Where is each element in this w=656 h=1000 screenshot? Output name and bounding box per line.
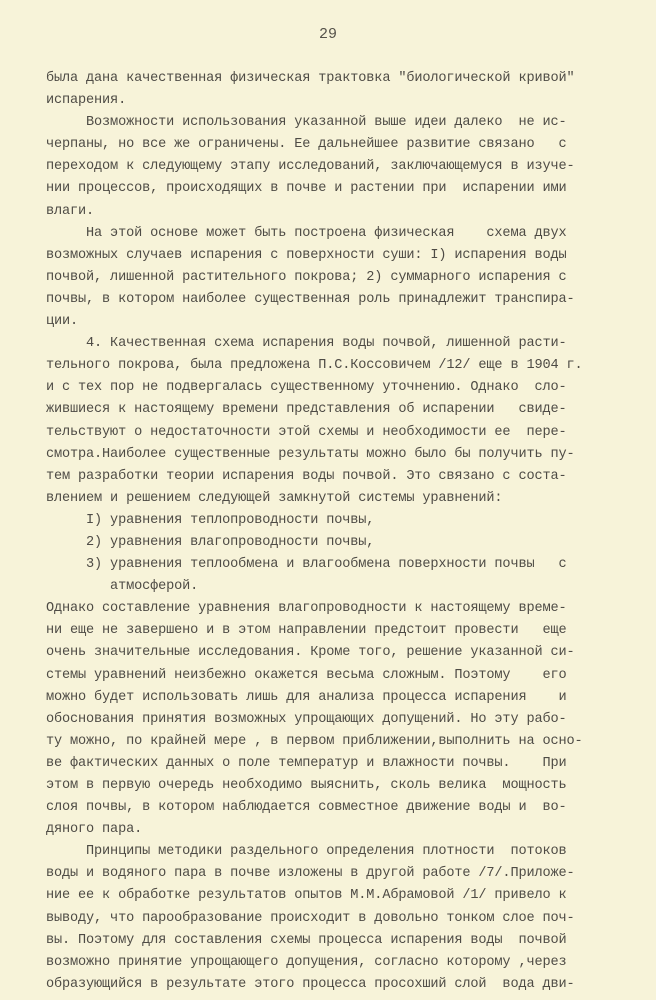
- text-line: воды и водяного пара в почве изложены в другой работе /7/.Приложе-: [46, 866, 575, 882]
- text-line: образующийся в результате этого процесса просохший слой вода дви-: [46, 976, 575, 992]
- text-line: черпаны, но все же ограничены. Ее дальнейшее развитие связано с: [46, 137, 567, 153]
- text-line: ве фактических данных о поле температур и влажности почвы. При: [46, 755, 567, 771]
- text-line: На этой основе может быть построена физическая схема двух: [46, 225, 567, 241]
- list-item: атмосферой.: [46, 579, 199, 595]
- text-line: ции.: [46, 314, 79, 330]
- text-line: очень значительные исследования. Кроме того, решение указанной си-: [46, 645, 575, 661]
- list-item: 2) уравнения влагопроводности почвы,: [46, 534, 375, 550]
- text-line: Однако составление уравнения влагопроводности к настоящему време-: [46, 601, 567, 617]
- text-line: влением и решением следующей замкнутой системы уравнений:: [46, 490, 503, 506]
- text-line: ни еще не завершено и в этом направлении предстоит провести еще: [46, 623, 567, 639]
- text-line: тем разработки теории испарения воды почвой. Это связано с соста-: [46, 468, 567, 484]
- text-line: была дана качественная физическая трактовка "биологической кривой": [46, 71, 575, 86]
- text-line: тельного покрова, была предложена П.С.Коссовичем /12/ еще в 1904 г.: [46, 358, 583, 374]
- text-line: Возможности использования указанной выше идеи далеко не ис-: [46, 115, 567, 131]
- text-line: этом в первую очередь необходимо выяснить, сколь велика мощность: [46, 778, 567, 793]
- text-line: выводу, что парообразование происходит в довольно тонком слое поч-: [46, 910, 575, 926]
- text-line: почвой, лишенной растительного покрова; 2) суммарного испарения с: [46, 269, 567, 285]
- page-number: 29: [318, 26, 337, 43]
- text-line: слоя почвы, в котором наблюдается совместное движение воды и во-: [46, 800, 567, 816]
- text-line: влаги.: [46, 203, 95, 219]
- text-line: испарения.: [46, 93, 127, 109]
- text-line: возможных случаев испарения с поверхности суши: I) испарения воды: [46, 247, 567, 263]
- text-line: нии процессов, происходящих в почве и растении при испарении ими: [46, 181, 567, 197]
- text-line: жившиеся к настоящему времени представления об испарении свиде-: [46, 402, 567, 418]
- body-text: [46, 68, 626, 996]
- list-item: 3) уравнения теплообмена и влагообмена поверхности почвы с: [46, 557, 567, 573]
- text-line: 4. Качественная схема испарения воды почвой, лишенной расти-: [46, 336, 567, 352]
- text-line: почвы, в котором наиболее существенная роль принадлежит транспира-: [46, 291, 575, 307]
- text-line: возможно принятие упрощающего допущения, согласно которому ,через: [46, 954, 567, 970]
- text-line: стемы уравнений неизбежно окажется весьма сложным. Поэтому его: [46, 667, 567, 683]
- text-line: можно будет использовать лишь для анализа процесса испарения и: [46, 689, 567, 705]
- text-line: смотра.Наиболее существенные результаты можно было бы получить пу-: [46, 446, 575, 462]
- list-item: I) уравнения теплопроводности почвы,: [46, 512, 375, 528]
- text-line: ние ее к обработке результатов опытов М.М.Абрамовой /1/ привело к: [46, 888, 567, 904]
- text-line: ту можно, по крайней мере , в первом приближении,выполнить на осно-: [46, 733, 583, 749]
- text-line: обоснования принятия возможных упрощающих допущений. Но эту рабо-: [46, 711, 567, 727]
- text-line: и с тех пор не подвергалась существенному уточнению. Однако сло-: [46, 380, 567, 396]
- text-line: переходом к следующему этапу исследований, заключающемуся в изуче-: [46, 159, 575, 175]
- text-line: дяного пара.: [46, 822, 143, 838]
- text-line: вы. Поэтому для составления схемы процесса испарения воды почвой: [46, 932, 567, 948]
- text-line: Принципы методики раздельного определения плотности потоков: [46, 844, 567, 860]
- text-line: тельствуют о недостаточности этой схемы и необходимости ее пере-: [46, 424, 567, 440]
